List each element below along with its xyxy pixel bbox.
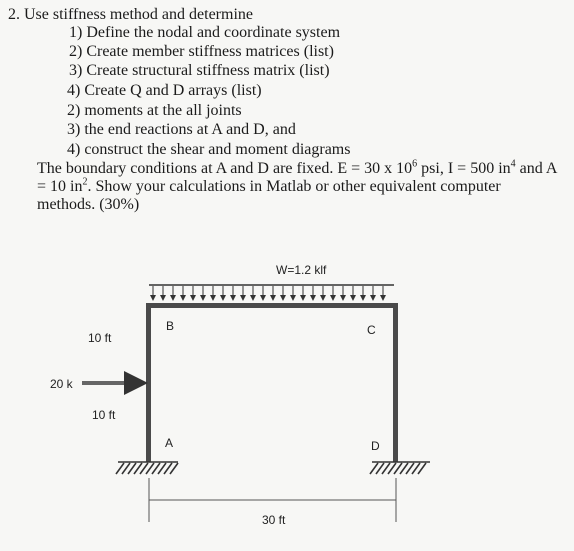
step-6: 3) the end reactions at A and D, and [67, 121, 296, 138]
step-4: 4) Create Q and D arrays (list) [67, 82, 262, 99]
para-exp-1: 6 [412, 158, 418, 170]
step-2: 2) Create member stiffness matrices (list) [69, 43, 334, 60]
step-1: 1) Define the nodal and coordinate system [69, 24, 341, 41]
para-exp-3: 2 [82, 176, 88, 188]
column-ab [146, 305, 151, 462]
step-7: 4) construct the shear and moment diagrams [67, 141, 351, 158]
dim-upper-label: 10 ft [88, 331, 112, 345]
node-a-label: A [165, 436, 174, 450]
beam-bc [146, 303, 398, 308]
problem-title: 2. Use stiffness method and determine [8, 6, 253, 23]
load-label: W=1.2 klf [276, 263, 327, 277]
para-text-2: psi, I = 500 in [417, 160, 511, 177]
node-b-label: B [166, 319, 175, 333]
step-5: 2) moments at the all joints [67, 102, 242, 119]
dim-lower-label: 10 ft [92, 408, 116, 422]
support-a [116, 462, 178, 474]
para-text-3: and A = 10 in [37, 160, 557, 195]
node-c-label: C [367, 323, 376, 337]
distributed-load [149, 285, 394, 300]
load-arrows [153, 286, 383, 300]
point-load-label: 20 k [50, 377, 73, 391]
span-label: 30 ft [262, 513, 286, 527]
para-exp-2: 4 [510, 158, 516, 170]
column-cd [393, 305, 398, 462]
node-d-label: D [371, 439, 380, 453]
step-3: 3) Create structural stiffness matrix (list) [69, 62, 330, 79]
para-text-1: The boundary conditions at A and D are fixed. E = 30 x 10 [37, 160, 413, 177]
support-d [370, 462, 430, 474]
para-text-4: . Show your calculations in Matlab or other equivalent computer methods. (30%) [37, 178, 501, 213]
